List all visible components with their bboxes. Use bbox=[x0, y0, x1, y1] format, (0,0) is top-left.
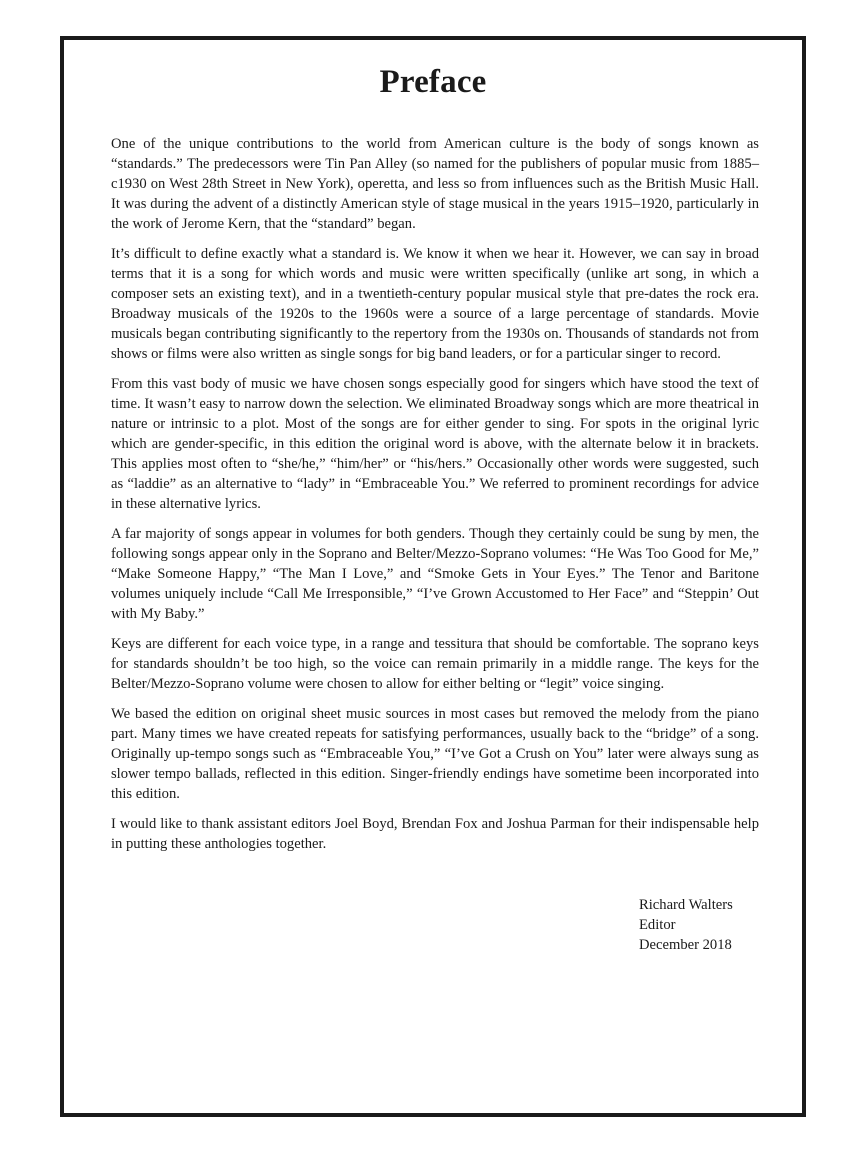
page-frame bbox=[60, 36, 806, 1117]
signature-block bbox=[639, 895, 733, 955]
paragraph: Keys are different for each voice type, in a range and tessitura that should be comfortable. The soprano keys for standards shouldn’t be too high, so the voice can remain primarily in a middle range. The keys for the Belter/Mezzo-Soprano volume were chosen to allow for either belting or “legit” voice singing. bbox=[111, 636, 759, 692]
paragraph: One of the unique contributions to the world from American culture is the body of songs known as “standards.” The predecessors were Tin Pan Alley (so named for the publishers of popular music from 1885–c1930 on West 28th Street in New York), operetta, and less so from influences such as the British Music Hall. It was during the advent of a distinctly American style of stage musical in the years 1915–1920, particularly in the work of Jerome Kern, that the “standard” began. bbox=[111, 136, 759, 232]
signature-role: Editor bbox=[639, 917, 676, 933]
preface-body bbox=[111, 134, 759, 864]
paragraph: I would like to thank assistant editors Joel Boyd, Brendan Fox and Joshua Parman for their indispensable help in putting these anthologies together. bbox=[111, 816, 759, 852]
paragraph: From this vast body of music we have chosen songs especially good for singers which have stood the text of time. It wasn’t easy to narrow down the selection. We eliminated Broadway songs which are more theatrical in nature or intrinsic to a plot. Most of the songs are for either gender to sing. For spots in the original lyric which are gender-specific, in this edition the original word is above, with the alternate below it in brackets. This applies most often to “she/he,” “him/her” or “his/hers.” Occasionally other words were suggested, such as “laddie” as an alternative to “lady” in “Embraceable You.” We referred to prominent recordings for advice in these alternative lyrics. bbox=[111, 376, 759, 512]
paragraph: We based the edition on original sheet music sources in most cases but removed the melody from the piano part. Many times we have created repeats for satisfying performances, usually back to the “bridge” of a song. Originally up-tempo songs such as “Embraceable You,” “I’ve Got a Crush on You” later were always sung as slower tempo ballads, reflected in this edition. Singer-friendly endings have sometime been incorporated into this edition. bbox=[111, 706, 759, 802]
paragraph: It’s difficult to define exactly what a standard is. We know it when we hear it. However, we can say in broad terms that it is a song for which words and music were written specifically (unlike art song, in which a composer sets an existing text), and in a twentieth-century popular musical style that pre-dates the rock era. Broadway musicals of the 1920s to the 1960s were a source of a large percentage of standards. Movie musicals began contributing significantly to the repertory from the 1930s on. Thousands of standards not from shows or films were also written as single songs for big band leaders, or for a particular singer to record. bbox=[111, 246, 759, 362]
signature-name: Richard Walters bbox=[639, 897, 733, 913]
signature-date: December 2018 bbox=[639, 937, 732, 953]
paragraph: A far majority of songs appear in volumes for both genders. Though they certainly could be sung by men, the following songs appear only in the Soprano and Belter/Mezzo-Soprano volumes: “He Was Too Good for Me,” “Make Someone Happy,” “The Man I Love,” and “Smoke Gets in Your Eyes.” The Tenor and Baritone volumes uniquely include “Call Me Irresponsible,” “I’ve Grown Accustomed to Her Face” and “Steppin’ Out with My Baby.” bbox=[111, 526, 759, 622]
page-title: Preface bbox=[379, 64, 487, 100]
